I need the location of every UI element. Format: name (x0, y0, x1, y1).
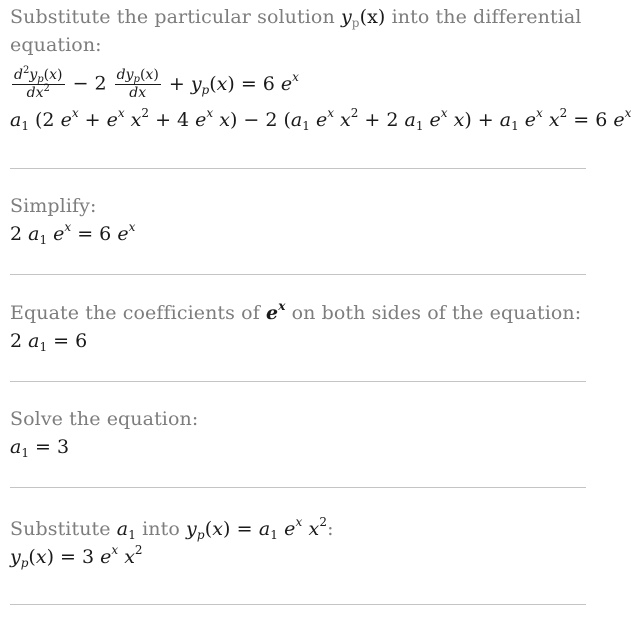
divider (10, 381, 586, 382)
second-derivative-fraction (12, 67, 65, 102)
substituted-equation: $a_1$ (2 $e^x + e^x$ $x^2 + 4$ $e^x$ x) − 2 ($a_1$ $e^x$ $x^2 + 2$ $a_1$ $e^x$ $x) + a_1$ $e^x$ $x^2 = 6$ $e^x$ (10, 106, 631, 133)
coefficient-equation: 2 $a_1 = 6$ (10, 330, 88, 354)
step-simplify (10, 192, 586, 248)
step-equate-coefficients (10, 299, 586, 355)
eq-rhs: + $y_p(x) = 6$ $e^x$ (168, 69, 299, 97)
step-substitute-particular (10, 3, 631, 134)
step-substitute-coefficient (10, 515, 586, 571)
caption-expr: $y_p(x) = a_1$ $e^x$ $x^2$ (186, 515, 328, 542)
simplified-equation: 2 $a_1$ $e^x = 6$ $e^x$ (10, 220, 136, 247)
frac2-numerator: $dy_p(x)$ (116, 67, 159, 85)
caption-e: e (265, 302, 279, 324)
eq-mid: − 2 (72, 72, 107, 95)
first-derivative-fraction (115, 67, 161, 102)
caption-prefix: Equate the coefficients of (10, 302, 260, 324)
caption-mid: into (142, 518, 180, 540)
caption-suffix: into the differential equation: (10, 6, 582, 56)
final-solution: $y_p(x) = 3$ $e^x$ $x^2$ (10, 543, 143, 570)
caption-prefix: Substitute (10, 518, 111, 540)
caption-suffix: : (327, 518, 334, 540)
divider (10, 487, 586, 488)
divider (10, 274, 586, 275)
step-caption: Substitute $a_1$ into $y_p(x) = a_1$ $e^x$ $x^2$: (10, 515, 334, 542)
caption-suffix: on both sides of the equation: (291, 302, 582, 324)
frac1-denominator: $dx^2$ (12, 84, 65, 102)
caption-y: y (340, 6, 352, 28)
step-caption (10, 299, 586, 327)
caption-prefix: Substitute the particular solution (10, 6, 335, 28)
frac2-denominator: dx (115, 84, 161, 102)
frac1-numerator: $d^2y_p(x)$ (14, 65, 63, 85)
divider (10, 168, 586, 169)
solution-equation: $a_1 = 3$ (10, 436, 70, 460)
step-solve (10, 405, 586, 461)
differential-equation (10, 67, 586, 102)
caption-y-sub: p (351, 16, 360, 30)
caption-arg: (x) (359, 6, 386, 28)
caption-e-sup: x (278, 299, 286, 313)
caption-a1: a (116, 518, 129, 540)
step-caption: Simplify: (10, 195, 97, 217)
divider (10, 604, 586, 605)
step-caption (10, 3, 586, 59)
step-caption: Solve the equation: (10, 408, 199, 430)
